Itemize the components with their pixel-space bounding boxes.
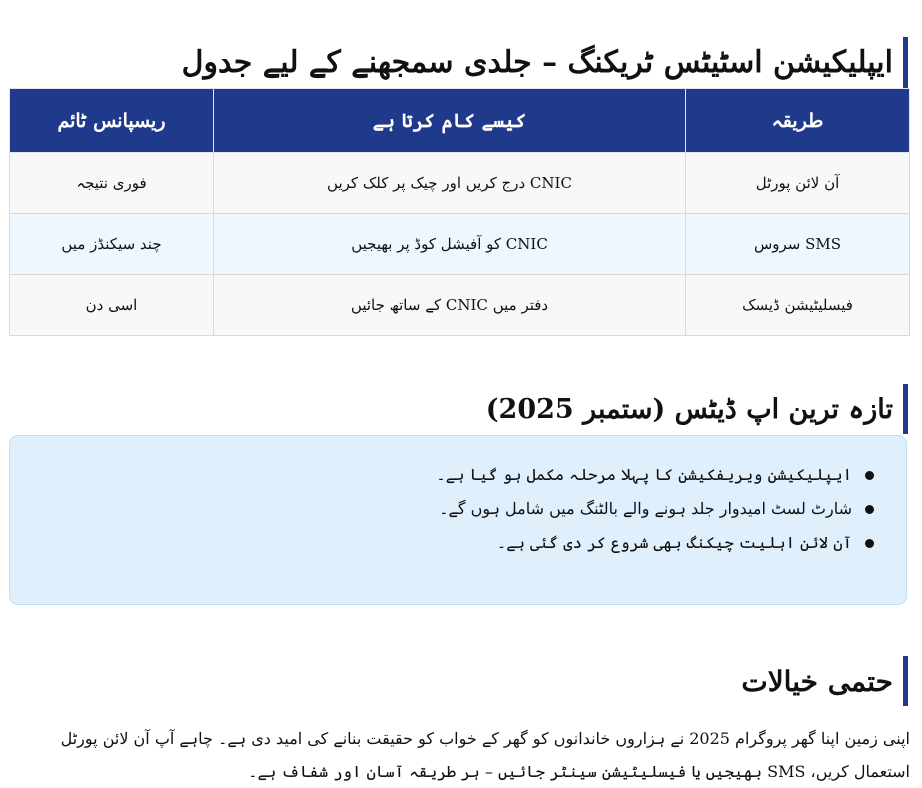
column-header-how: کیسے کام کرتا ہے — [214, 89, 686, 153]
bullet-icon — [865, 505, 874, 514]
cell-method: SMS سروس — [686, 214, 910, 275]
final-thoughts-paragraph: اپنی زمین اپنا گھر پروگرام 2025 نے ہزاروں خاندانوں کو گھر کے خواب کو حقیقت بنانے کی امید دی ہے۔ چاہے آپ آن لائن پورٹل استعمال کریں، SMS بھیجیں یا فیسلیٹیشن سینٹر جائیں – ہر طریقہ آسان اور شفاف ہے۔ — [60, 729, 910, 781]
cell-method: فیسلیٹیشن ڈیسک — [686, 275, 910, 336]
section-heading-updates: تازہ ترین اپ ڈیٹس (ستمبر 2025) — [486, 384, 908, 434]
page-title: ایپلیکیشن اسٹیٹس ٹریکنگ – جلدی سمجھنے کے لیے جدول — [182, 37, 908, 89]
table-row — [10, 214, 910, 275]
section-heading-final-thoughts: حتمی خیالات — [741, 656, 908, 706]
cell-how: دفتر میں CNIC کے ساتھ جائیں — [214, 275, 686, 336]
cell-time: چند سیکنڈز میں — [10, 214, 214, 275]
updates-list — [10, 436, 906, 560]
cell-time: فوری نتیجہ — [10, 153, 214, 214]
table-row — [10, 153, 910, 214]
update-text: آن لائن اہلیت چیکنگ بھی شروع کر دی گئی ہے۔ — [496, 533, 852, 552]
table-header-row — [10, 89, 910, 153]
bullet-icon — [865, 471, 874, 480]
list-item — [10, 458, 872, 492]
cell-how: CNIC درج کریں اور چیک پر کلک کریں — [214, 153, 686, 214]
cell-time: اسی دن — [10, 275, 214, 336]
list-item — [10, 526, 872, 560]
list-item — [10, 492, 872, 526]
updates-callout — [9, 435, 907, 605]
cell-how: CNIC کو آفیشل کوڈ پر بھیجیں — [214, 214, 686, 275]
table-row — [10, 275, 910, 336]
column-header-time: ریسپانس ٹائم — [10, 89, 214, 153]
column-header-method: طریقہ — [686, 89, 910, 153]
update-text: شارٹ لسٹ امیدوار جلد ہونے والے بالٹنگ میں شامل ہوں گے۔ — [439, 499, 852, 518]
status-tracking-table — [9, 88, 910, 336]
bullet-icon — [865, 539, 874, 548]
update-text: ایپلیکیشن ویریفکیشن کا پہلا مرحلہ مکمل ہو گیا ہے۔ — [436, 465, 852, 484]
cell-method: آن لائن پورٹل — [686, 153, 910, 214]
